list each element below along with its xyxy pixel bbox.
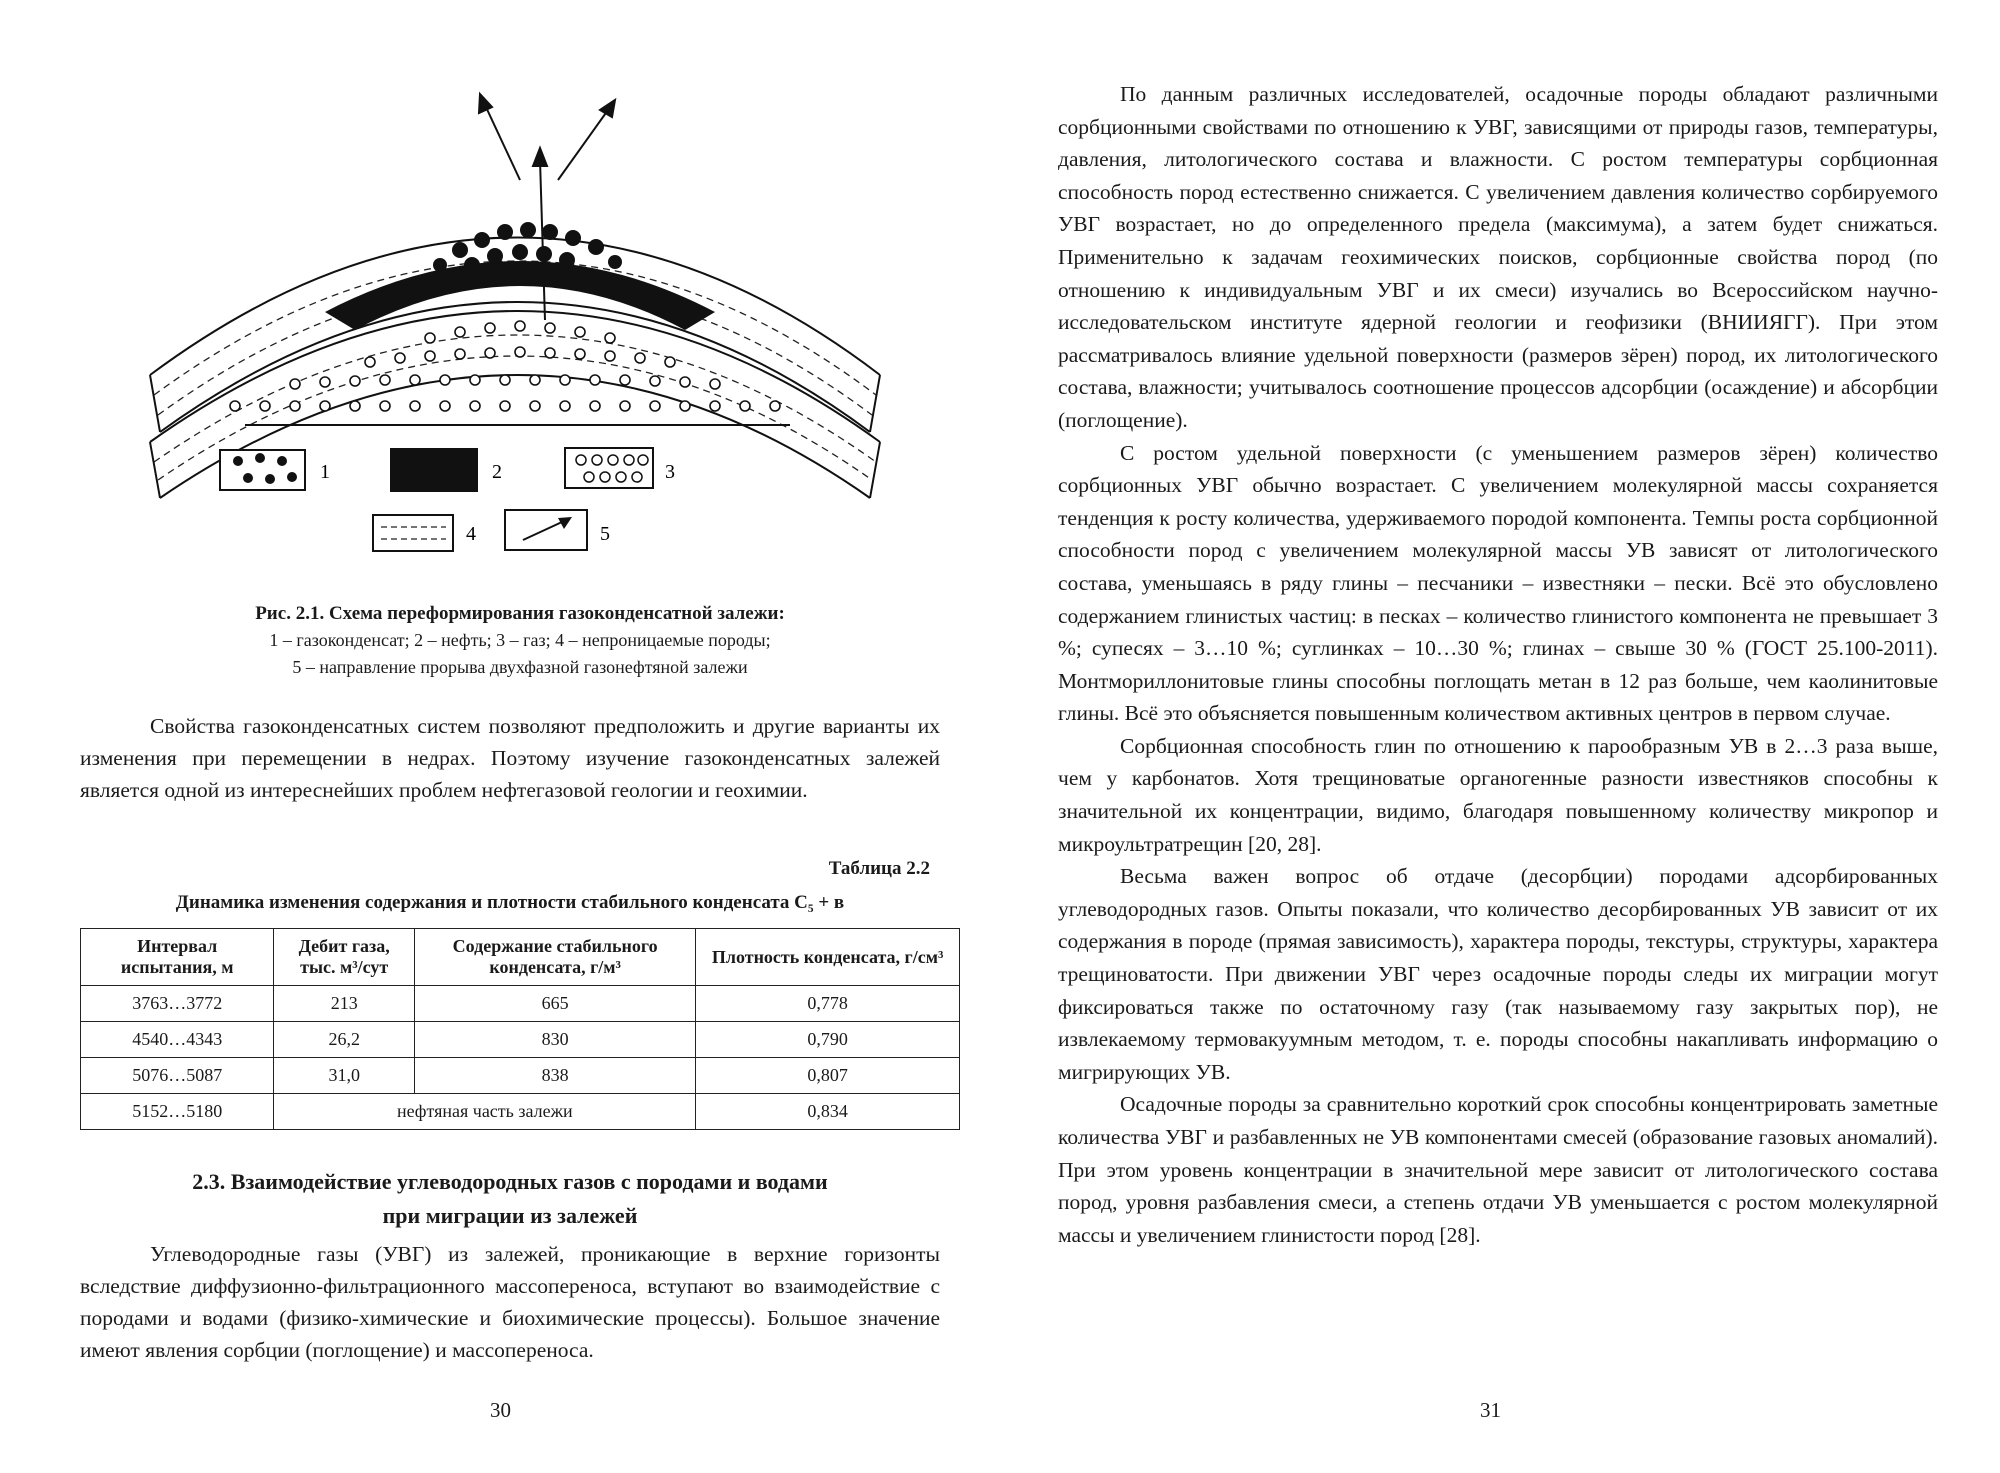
table-cell: 31,0: [274, 1058, 415, 1094]
table-number: Таблица 2.2: [828, 858, 930, 879]
table-cell: 26,2: [274, 1022, 415, 1058]
left-paragraph-2: Углеводородные газы (УВГ) из залежей, проникающие в верхние горизонты вследствие диффузионно-фильтрационного массопереноса, вступают во взаимодействие с породами и водами (физико-химические и биохимические процессы). Большое значение имеют явления сорбции (поглощение) и массопереноса.: [80, 1242, 940, 1362]
table-row: [81, 986, 960, 1022]
figure-caption-line2: 5 – направление прорыва двухфазной газонефтяной залежи: [292, 657, 748, 677]
table-cell: 213: [274, 986, 415, 1022]
table-row: [81, 1094, 960, 1130]
table-cell: 665: [415, 986, 696, 1022]
diagram-svg: [130, 80, 910, 580]
table-header-interval: Интервал испытания, м: [81, 929, 274, 986]
legend-box-5: [505, 510, 587, 550]
condensate-table: [80, 928, 960, 1130]
table-cell: 0,834: [696, 1094, 960, 1130]
legend-number-3: 3: [665, 461, 675, 483]
table-cell-oil-part: нефтяная часть залежи: [274, 1094, 696, 1130]
figure-caption-title: Рис. 2.1. Схема переформирования газоконденсатной залежи:: [255, 603, 785, 624]
table-cell: 838: [415, 1058, 696, 1094]
table-cell: 0,790: [696, 1022, 960, 1058]
left-paragraph-1: Свойства газоконденсатных систем позволяют предположить и другие варианты их изменения при перемещении в недрах. Поэтому изучение газоконденсатных залежей является одной из интереснейших проблем нефтегазовой геологии и геохимии.: [80, 714, 940, 802]
section-heading-line2: при миграции из залежей: [382, 1203, 638, 1228]
table-cell: 4540…4343: [81, 1022, 274, 1058]
right-paragraph-2: С ростом удельной поверхности (с уменьшением размеров зёрен) количество сорбционных УВГ обычно возрастает. С увеличением молекулярной массы сохраняется тенденция к росту количества, удерживаемого породой компонента. Темпы роста сорбционной способности пород с увеличением молекулярной массы УВ зависят от литологического состава, уменьшаясь в ряду глины – песчаники – известняки – пески. Всё это обусловлено содержанием глинистых частиц: в песках – количество глинистого компонента не превышает 3 %; супесях – 3…10 %; суглинках – 10…30 %; глинах – свыше 30 % (ГОСТ 25.100-2011). Монтмориллонитовые глины способны поглощать метан в 12 раз больше, чем каолинитовые глины. Всё это объясняется повышенным количеством активных центров в первом случае.: [1058, 440, 1938, 726]
legend-number-2: 2: [492, 461, 502, 483]
legend-box-4: [373, 515, 453, 551]
upper-layer-inner: [160, 302, 870, 432]
gas-circles: [230, 321, 780, 411]
table-title: Динамика изменения содержания и плотности стабильного конденсата C₅ + в: [175, 892, 845, 913]
table-header-density: Плотность конденсата, г/см³: [696, 929, 960, 986]
figure-caption: [120, 600, 920, 681]
page-number-right: 31: [1480, 1398, 1501, 1422]
table-header-gas-rate: Дебит газа, тыс. м³/сут: [274, 929, 415, 986]
table-cell: 5076…5087: [81, 1058, 274, 1094]
legend-number-5: 5: [600, 523, 610, 545]
table-row: [81, 1022, 960, 1058]
right-page: [1000, 0, 2000, 1473]
table-cell: 0,807: [696, 1058, 960, 1094]
right-paragraph-4: Весьма важен вопрос об отдаче (десорбции) породами адсорбированных углеводородных газов. Опыты показали, что количество десорбированных УВ зависит от их содержания в породе (прямая зависимость), характера породы, текстуры, структуры, характера трещиноватости. При движении УВГ через осадочные породы следы их миграции могут фиксироваться также по остаточному газу (так называемому газу закрытых пор), не извлекаемому термовакуумным методом, т. е. породы способны накапливать информацию о мигрирующих УВ.: [1058, 864, 1938, 1084]
table-cell: 830: [415, 1022, 696, 1058]
table-cell: 0,778: [696, 986, 960, 1022]
table-row: [81, 1058, 960, 1094]
table-header-condensate-content: Содержание стабильного конденсата, г/м³: [415, 929, 696, 986]
table-cell: 5152…5180: [81, 1094, 274, 1130]
legend-number-4: 4: [466, 523, 476, 545]
right-paragraph-5: Осадочные породы за сравнительно короткий срок способны концентрировать заметные количества УВГ и разбавленных не УВ компонентами смесей (образование газовых аномалий). При этом уровень концентрации в значительной мере зависит от литологического состава пород, уровня разбавления смеси, а степень отдачи УВ уменьшается с ростом молекулярной массы и увеличением глинистости пород [28].: [1058, 1092, 1938, 1247]
right-page-text: [1058, 78, 1938, 1251]
legend-box-3: [565, 448, 653, 488]
figure-caption-line1: 1 – газоконденсат; 2 – нефть; 3 – газ; 4 – непроницаемые породы;: [269, 630, 771, 650]
right-paragraph-1: По данным различных исследователей, осадочные породы обладают различными сорбционными свойствами по отношению к УВГ, зависящими от природы газов, температуры, давления, литологического состава и влажности. С ростом температуры сорбционная способность пород естественно снижается. С увеличением давления количество сорбируемого УВГ возрастает, но до определенного предела (максимума), а затем будет снижаться. Применительно к задачам геохимических поисков, сорбционные свойства пород (по отношению к индивидуальным УВГ и их смеси) изучались во Всероссийском научно-исследовательском институте ядерной геологии и геофизики (ВНИИЯГГ). При этом рассматривалось влияние удельной поверхности (размеров зёрен) пород, их литологического состава, влажности; учитывалось соотношение процессов адсорбции (осаждение) и абсорбции (поглощение).: [1058, 82, 1938, 432]
section-heading: [80, 1165, 940, 1233]
lower-layer-outer: [150, 311, 880, 442]
legend-number-1: 1: [320, 461, 330, 483]
right-paragraph-3: Сорбционная способность глин по отношению к парообразным УВ в 2…3 раза выше, чем у карбонатов. Хотя трещиноватые органогенные разности известняков способны к значительной их концентрации, видимо, благодаря повышенному количеству микропор и микроультратрещин [20, 28].: [1058, 733, 1938, 856]
gas-condensate-deposit-diagram: [130, 80, 910, 580]
legend-box-2: [390, 448, 478, 492]
legend-box-1: [220, 450, 305, 490]
section-heading-line1: 2.3. Взаимодействие углеводородных газов с породами и водами: [192, 1169, 828, 1194]
table-cell: 3763…3772: [81, 986, 274, 1022]
page-number-left: 30: [490, 1398, 511, 1422]
table-header-row: [81, 929, 960, 986]
